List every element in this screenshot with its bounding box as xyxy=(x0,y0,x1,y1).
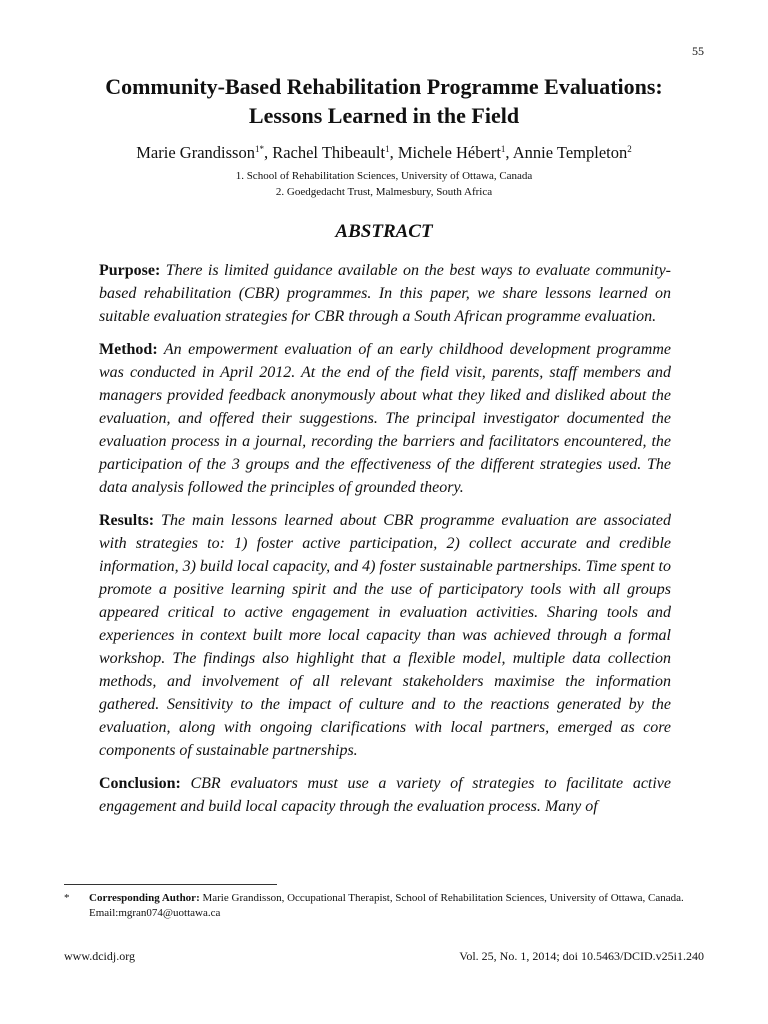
results-label: Results: xyxy=(99,512,155,529)
author-name: Rachel Thibeault xyxy=(272,143,386,162)
journal-website: www.dcidj.org xyxy=(64,949,135,963)
affiliation-2: 2. Goedgedacht Trust, Malmesbury, South Africa xyxy=(275,186,493,198)
citation-info: Vol. 25, No. 1, 2014; doi 10.5463/DCID.v25i1.240 xyxy=(459,949,704,963)
method-label: Method: xyxy=(99,341,158,358)
author-affiliation-mark: 2 xyxy=(627,144,632,154)
abstract-results xyxy=(99,509,671,762)
conclusion-text: CBR evaluators must use a variety of strategies to facilitate active engagement and build local capacity through the evaluation process. Many of xyxy=(99,775,672,815)
author-affiliation-mark: 1 xyxy=(385,144,390,154)
footnote xyxy=(64,891,712,921)
abstract-method xyxy=(99,338,671,499)
author-separator: , xyxy=(263,143,273,162)
corresponding-author-label: Corresponding Author: xyxy=(89,892,200,904)
footnote-text xyxy=(89,891,712,921)
abstract-heading: ABSTRACT xyxy=(335,221,433,242)
footnote-divider xyxy=(64,884,277,885)
abstract-body xyxy=(99,259,671,828)
author-name: Marie Grandisson xyxy=(136,143,255,162)
abstract-conclusion xyxy=(99,772,671,818)
title-line-1: Community-Based Rehabilitation Programme Evaluations: xyxy=(105,74,663,99)
method-text: An empowerment evaluation of an early childhood development programme was conducted in April 2012. At the end of the field visit, parents, staff members and managers provided feedback anonymously about what they liked and disliked about the evaluation, and offered their suggestions. The principal investigator documented the evaluation process in a journal, recording the barriers and facilitators encountered, the participation of the 3 groups and the effectiveness of the different strategies used. The data analysis followed the principles of grounded theory. xyxy=(99,341,671,496)
author-list xyxy=(40,143,728,163)
page-number: 55 xyxy=(692,44,704,58)
title-line-2: Lessons Learned in the Field xyxy=(248,103,520,128)
author-name: Annie Templeton xyxy=(512,143,628,162)
corresponding-author-details: Marie Grandisson, Occupational Therapist, School of Rehabilitation Sciences, University of Ottawa, Canada. Email:mgran074@uottawa.ca xyxy=(89,892,684,919)
author-affiliation-mark: 1 xyxy=(500,144,506,154)
conclusion-label: Conclusion: xyxy=(99,775,181,792)
author-separator: , xyxy=(505,143,513,162)
paper-title xyxy=(40,72,728,130)
affiliation-1: 1. School of Rehabilitation Sciences, University of Ottawa, Canada xyxy=(235,170,533,182)
purpose-label: Purpose: xyxy=(99,262,161,279)
results-text: The main lessons learned about CBR programme evaluation are associated with strategies to: 1) foster active participation, 2) collect accurate and credible information, 3) build local capacity, and 4) foster sustainable partnerships. Time spent to promote a positive learning spirit and the use of participatory tools with all groups appeared critical to active engagement in evaluation activities. Sharing tools and experiences in context built more local capacity than was achieved through a formal workshop. The findings also highlight that a flexible model, multiple data collection methods, and involvement of all relevant stakeholders maximise the information gathered. Sensitivity to the impact of culture and to the reactions generated by the evaluation, along with ongoing clarifications with local partners, emerged as core components of sustainable partnerships. xyxy=(99,512,672,759)
purpose-text: There is limited guidance available on the best ways to evaluate community-based rehabilitation (CBR) programmes. In this paper, we share lessons learned on suitable evaluation strategies for CBR through a South African programme evaluation. xyxy=(99,262,672,325)
author-name: Michele Hébert xyxy=(397,143,501,162)
footnote-mark: * xyxy=(64,892,70,904)
author-affiliation-mark: 1* xyxy=(254,144,264,154)
author-separator: , xyxy=(389,143,398,162)
abstract-purpose xyxy=(99,259,671,328)
